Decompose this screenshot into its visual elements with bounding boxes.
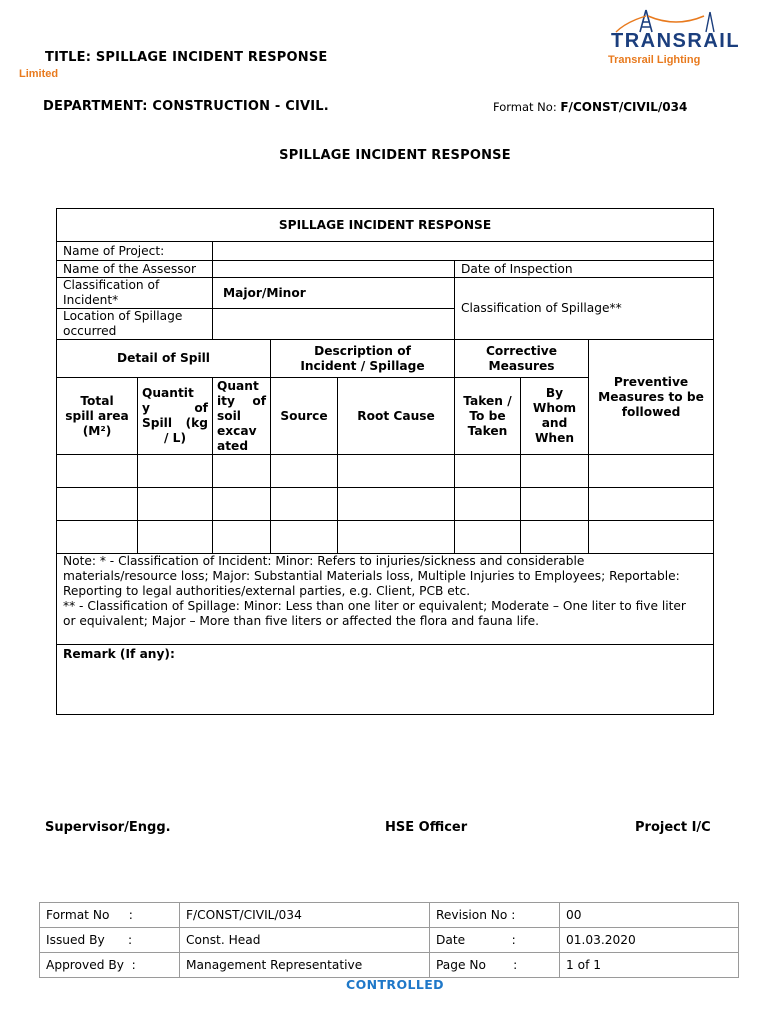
classification-incident-line: Incident*: [63, 293, 119, 307]
description-header-line: Description of: [314, 343, 411, 358]
header-line: soil: [217, 408, 241, 423]
revision-no-value: 00: [560, 903, 739, 928]
issued-by-label: Issued By :: [40, 928, 180, 953]
description-header-line: Incident / Spillage: [300, 358, 425, 373]
table-cell[interactable]: [338, 521, 455, 554]
supervisor-signature-label: Supervisor/Engg.: [45, 820, 171, 835]
table-row: [57, 521, 714, 554]
revision-no-label: Revision No :: [430, 903, 560, 928]
header-line: excav: [217, 423, 257, 438]
corrective-measures-header: [455, 340, 589, 378]
approved-by-label: Approved By :: [40, 953, 180, 978]
quantity-of-spill-header: [138, 378, 213, 455]
logo-subtitle: Transrail Lighting: [608, 54, 701, 66]
corrective-header-line: Measures: [488, 358, 555, 373]
table-cell[interactable]: [213, 521, 271, 554]
date-of-inspection-label: Date of Inspection: [455, 261, 714, 278]
table-cell[interactable]: [589, 488, 714, 521]
header-line: spill area: [65, 408, 129, 423]
classification-spillage-label: Classification of Spillage**: [455, 278, 714, 340]
taken-header: [455, 378, 521, 455]
header-line: To be: [469, 408, 506, 423]
name-of-assessor-label: Name of the Assessor: [57, 261, 213, 278]
classification-incident-line: Classification of: [63, 278, 160, 292]
project-ic-signature-label: Project I/C: [635, 820, 711, 835]
page-no-label: Page No :: [430, 953, 560, 978]
quantity-of-soil-header: [213, 378, 271, 455]
date-label: Date :: [430, 928, 560, 953]
table-row: [40, 928, 739, 953]
location-spillage-line: occurred: [63, 324, 117, 338]
table-row: [40, 903, 739, 928]
format-number-label: Format No:: [493, 100, 557, 114]
preventive-header-line: followed: [621, 404, 681, 419]
classification-incident-label: [57, 278, 213, 309]
date-value: 01.03.2020: [560, 928, 739, 953]
table-cell[interactable]: [57, 521, 138, 554]
header-line: Spill (kg: [142, 416, 208, 430]
header-line: / L): [163, 431, 187, 445]
header-line: Taken /: [463, 393, 512, 408]
header-line: Quantit: [142, 386, 194, 400]
logo-wordmark: TRANSRAIL: [611, 30, 741, 52]
detail-of-spill-header: Detail of Spill: [57, 340, 271, 378]
format-no-label: Format No :: [40, 903, 180, 928]
location-spillage-label: [57, 309, 213, 340]
table-cell[interactable]: [521, 488, 589, 521]
company-suffix: Limited: [19, 68, 59, 80]
note-line: ** - Classification of Spillage: Minor: Less than one liter or equivalent; Moderate – One liter to five liter: [63, 599, 686, 613]
table-cell[interactable]: [271, 488, 338, 521]
format-number: [493, 100, 687, 114]
controlled-stamp: CONTROLLED: [346, 977, 444, 992]
note-line: materials/resource loss; Major: Substantial Materials loss, Multiple Injuries to Employees; Reportable:: [63, 569, 680, 583]
root-cause-header: Root Cause: [338, 378, 455, 455]
preventive-measures-header: [589, 340, 714, 455]
header-line: Whom: [532, 401, 577, 415]
header-line: Total: [80, 393, 114, 408]
by-whom-header: [521, 378, 589, 455]
header-line: Taken: [467, 423, 508, 438]
header-line: and: [541, 416, 568, 430]
preventive-header-line: Preventive: [613, 374, 689, 389]
table-row: [57, 455, 714, 488]
note-line: Note: * - Classification of Incident: Minor: Refers to injuries/sickness and considerable: [63, 554, 585, 568]
name-of-project-field[interactable]: [213, 242, 714, 261]
table-cell[interactable]: [338, 488, 455, 521]
classification-incident-value: Major/Minor: [213, 278, 455, 309]
page-heading: SPILLAGE INCIDENT RESPONSE: [279, 148, 511, 163]
header-line: (M²): [82, 423, 112, 438]
table-cell[interactable]: [521, 455, 589, 488]
header-line: When: [534, 431, 575, 445]
approved-by-value: Management Representative: [180, 953, 430, 978]
preventive-header-line: Measures to be: [598, 389, 704, 404]
table-cell[interactable]: [455, 455, 521, 488]
note-block: [57, 554, 714, 645]
header-line: ated: [217, 438, 249, 453]
issued-by-value: Const. Head: [180, 928, 430, 953]
table-cell[interactable]: [589, 521, 714, 554]
table-cell[interactable]: [138, 521, 213, 554]
table-cell[interactable]: [57, 455, 138, 488]
name-of-assessor-field[interactable]: [213, 261, 455, 278]
table-cell[interactable]: [138, 488, 213, 521]
table-cell[interactable]: [455, 488, 521, 521]
table-cell[interactable]: [455, 521, 521, 554]
remark-field[interactable]: Remark (If any):: [57, 645, 714, 715]
table-cell[interactable]: [138, 455, 213, 488]
total-spill-area-header: [57, 378, 138, 455]
format-number-value: F/CONST/CIVIL/034: [560, 100, 688, 114]
description-header: [271, 340, 455, 378]
table-title: SPILLAGE INCIDENT RESPONSE: [57, 209, 714, 242]
table-cell[interactable]: [589, 455, 714, 488]
table-cell[interactable]: [271, 455, 338, 488]
document-control-table: [39, 902, 739, 978]
header-line: ity of: [217, 393, 266, 408]
format-no-value: F/CONST/CIVIL/034: [180, 903, 430, 928]
corrective-header-line: Corrective: [485, 343, 558, 358]
source-header: Source: [271, 378, 338, 455]
company-logo: [606, 8, 748, 70]
header-line: By: [545, 386, 564, 400]
note-line: or equivalent; Major – More than five liters or affected the flora and fauna life.: [63, 614, 540, 628]
location-spillage-field[interactable]: [213, 309, 455, 340]
header-line: Quant: [217, 378, 259, 393]
table-cell[interactable]: [213, 455, 271, 488]
table-cell[interactable]: [213, 488, 271, 521]
table-cell[interactable]: [57, 488, 138, 521]
table-cell[interactable]: [271, 521, 338, 554]
table-cell[interactable]: [521, 521, 589, 554]
table-row: [57, 488, 714, 521]
document-title: TITLE: SPILLAGE INCIDENT RESPONSE: [45, 50, 328, 65]
name-of-project-label: Name of Project:: [57, 242, 213, 261]
spillage-response-table: [56, 208, 714, 715]
header-line: y of: [142, 401, 208, 415]
table-row: [40, 953, 739, 978]
page-no-value: 1 of 1: [560, 953, 739, 978]
department-label: DEPARTMENT: CONSTRUCTION - CIVIL.: [43, 99, 329, 114]
table-cell[interactable]: [338, 455, 455, 488]
location-spillage-line: Location of Spillage: [63, 309, 183, 323]
note-line: Reporting to legal authorities/external parties, e.g. Client, PCB etc.: [63, 584, 471, 598]
hse-officer-signature-label: HSE Officer: [385, 820, 468, 835]
